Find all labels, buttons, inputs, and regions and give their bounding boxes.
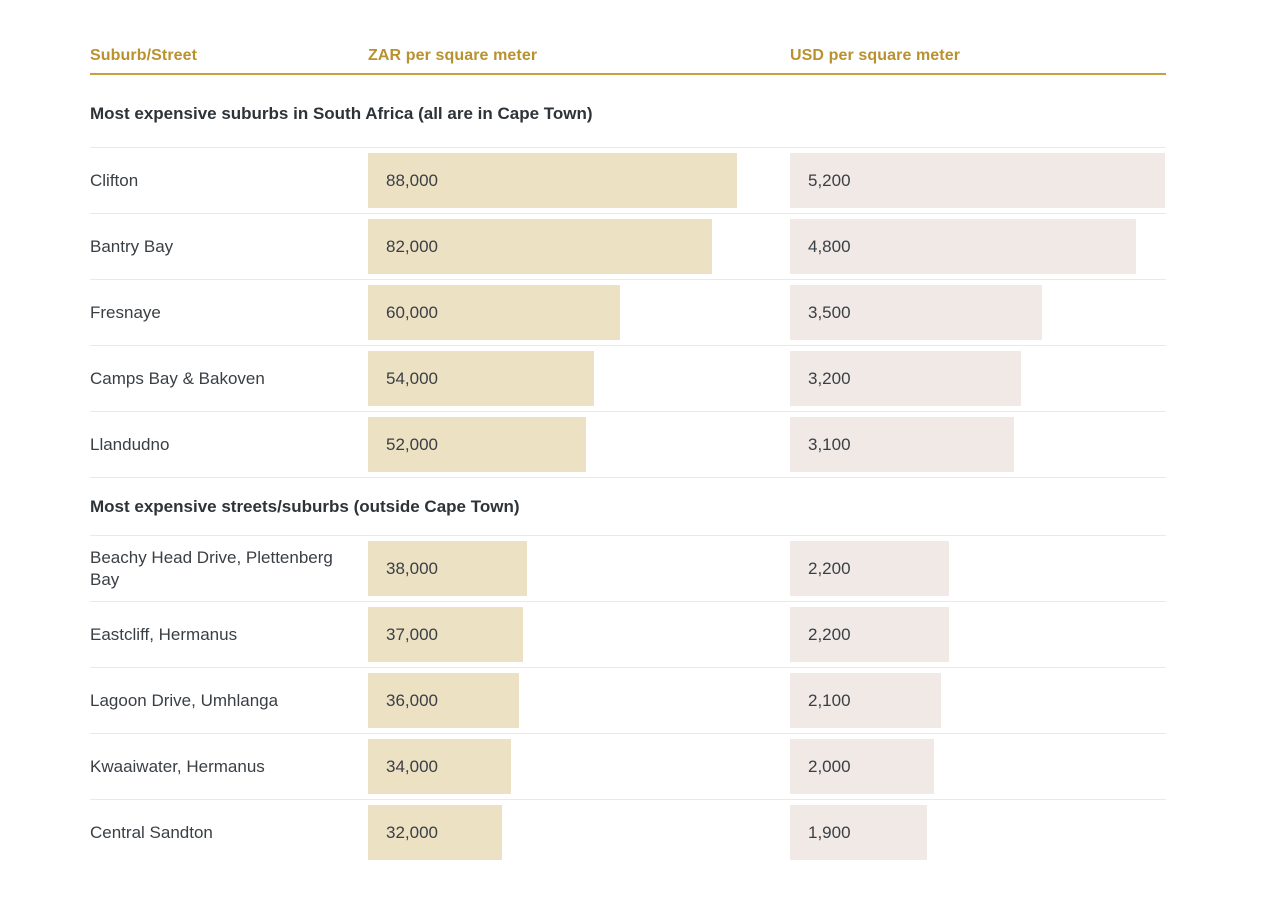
zar-value: 36,000 bbox=[386, 690, 438, 710]
section-rows bbox=[90, 535, 1166, 865]
table-row bbox=[90, 147, 1166, 213]
usd-cell bbox=[790, 417, 1166, 472]
suburb-label: Fresnaye bbox=[90, 302, 161, 322]
table-body bbox=[90, 75, 1166, 865]
usd-bar bbox=[790, 739, 934, 794]
table-row bbox=[90, 799, 1166, 865]
zar-value: 37,000 bbox=[386, 624, 438, 644]
usd-cell bbox=[790, 219, 1166, 274]
column-header-zar: ZAR per square meter bbox=[368, 47, 538, 64]
usd-bar bbox=[790, 153, 1165, 208]
column-header-suburb: Suburb/Street bbox=[90, 47, 198, 64]
zar-bar bbox=[368, 673, 519, 728]
section-title: Most expensive suburbs in South Africa (all are in Cape Town) bbox=[90, 104, 593, 123]
usd-bar bbox=[790, 285, 1042, 340]
zar-cell bbox=[368, 739, 790, 794]
zar-cell bbox=[368, 351, 790, 406]
usd-bar bbox=[790, 417, 1014, 472]
zar-value: 52,000 bbox=[386, 434, 438, 454]
usd-value: 4,800 bbox=[808, 236, 851, 256]
suburb-label: Clifton bbox=[90, 170, 139, 190]
zar-value: 32,000 bbox=[386, 822, 438, 842]
zar-cell bbox=[368, 805, 790, 860]
usd-cell bbox=[790, 541, 1166, 596]
zar-value: 60,000 bbox=[386, 302, 438, 322]
suburb-label: Lagoon Drive, Umhlanga bbox=[90, 690, 279, 710]
zar-value: 38,000 bbox=[386, 558, 438, 578]
usd-value: 5,200 bbox=[808, 170, 851, 190]
table-row bbox=[90, 667, 1166, 733]
column-header-usd: USD per square meter bbox=[790, 47, 961, 64]
suburb-label: Bantry Bay bbox=[90, 236, 174, 256]
usd-value: 3,500 bbox=[808, 302, 851, 322]
zar-bar bbox=[368, 739, 511, 794]
suburb-label: Llandudno bbox=[90, 434, 170, 454]
usd-cell bbox=[790, 739, 1166, 794]
zar-cell bbox=[368, 673, 790, 728]
usd-bar bbox=[790, 219, 1136, 274]
zar-cell bbox=[368, 417, 790, 472]
table-row bbox=[90, 535, 1166, 601]
usd-bar bbox=[790, 805, 927, 860]
zar-bar bbox=[368, 541, 527, 596]
section-title: Most expensive streets/suburbs (outside Cape Town) bbox=[90, 477, 1166, 535]
usd-value: 1,900 bbox=[808, 822, 851, 842]
suburb-label: Camps Bay & Bakoven bbox=[90, 368, 265, 388]
suburb-label: Central Sandton bbox=[90, 822, 213, 842]
zar-cell bbox=[368, 153, 790, 208]
suburb-label: Eastcliff, Hermanus bbox=[90, 624, 238, 644]
usd-bar bbox=[790, 541, 949, 596]
usd-value: 2,100 bbox=[808, 690, 851, 710]
zar-bar bbox=[368, 607, 523, 662]
usd-cell bbox=[790, 607, 1166, 662]
zar-bar bbox=[368, 153, 737, 208]
usd-value: 2,000 bbox=[808, 756, 851, 776]
usd-bar bbox=[790, 351, 1021, 406]
zar-value: 88,000 bbox=[386, 170, 438, 190]
zar-cell bbox=[368, 285, 790, 340]
zar-cell bbox=[368, 219, 790, 274]
table-row bbox=[90, 601, 1166, 667]
zar-cell bbox=[368, 607, 790, 662]
table-row bbox=[90, 279, 1166, 345]
zar-value: 82,000 bbox=[386, 236, 438, 256]
table-row bbox=[90, 213, 1166, 279]
zar-bar bbox=[368, 351, 594, 406]
table-section bbox=[90, 477, 1166, 865]
table-header-row bbox=[90, 0, 1166, 75]
usd-value: 2,200 bbox=[808, 558, 851, 578]
usd-bar bbox=[790, 673, 941, 728]
usd-cell bbox=[790, 673, 1166, 728]
zar-bar bbox=[368, 417, 586, 472]
table-row bbox=[90, 411, 1166, 477]
usd-value: 3,200 bbox=[808, 368, 851, 388]
zar-bar bbox=[368, 285, 620, 340]
zar-value: 34,000 bbox=[386, 756, 438, 776]
usd-cell bbox=[790, 805, 1166, 860]
usd-bar bbox=[790, 607, 949, 662]
zar-bar bbox=[368, 219, 712, 274]
suburb-label: Beachy Head Drive, Plettenberg Bay bbox=[90, 548, 333, 589]
zar-value: 54,000 bbox=[386, 368, 438, 388]
usd-value: 2,200 bbox=[808, 624, 851, 644]
suburb-label: Kwaaiwater, Hermanus bbox=[90, 756, 265, 776]
usd-cell bbox=[790, 351, 1166, 406]
usd-cell bbox=[790, 153, 1166, 208]
section-rows bbox=[90, 147, 1166, 477]
table-row bbox=[90, 345, 1166, 411]
table-row bbox=[90, 733, 1166, 799]
zar-cell bbox=[368, 541, 790, 596]
usd-cell bbox=[790, 285, 1166, 340]
price-table bbox=[90, 0, 1166, 865]
table-section bbox=[90, 75, 1166, 477]
zar-bar bbox=[368, 805, 502, 860]
usd-value: 3,100 bbox=[808, 434, 851, 454]
